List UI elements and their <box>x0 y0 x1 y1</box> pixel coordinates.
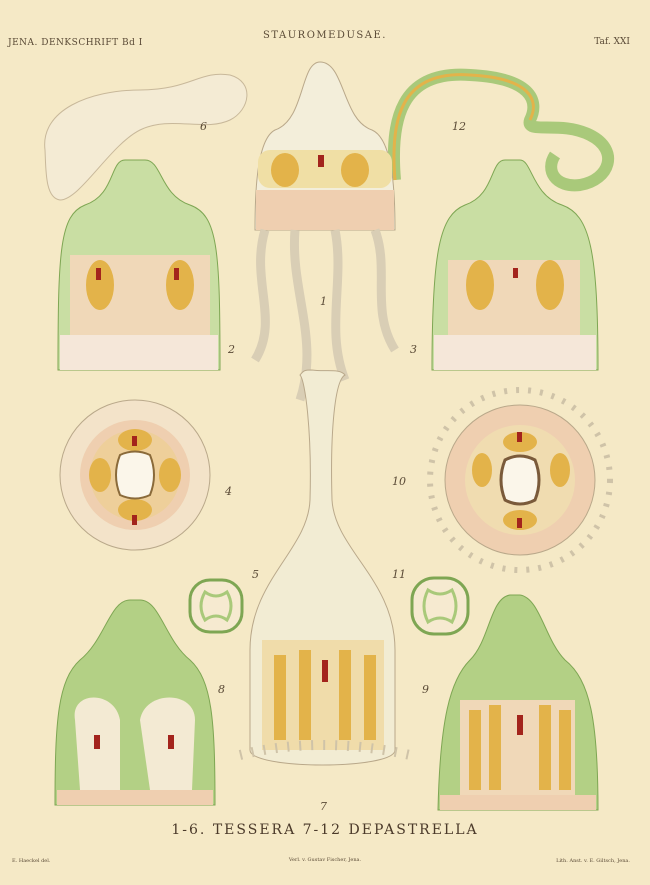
figure-label-1: 1 <box>320 295 327 308</box>
footer-artist: E. Haeckel del. <box>12 858 51 864</box>
figure-label-11: 11 <box>392 568 406 581</box>
figure-4-oral-view <box>60 400 210 550</box>
figure-label-5: 5 <box>252 568 259 581</box>
header-left: JENA. DENKSCHRIFT Bd I <box>8 38 143 48</box>
figure-5-cross-section <box>190 580 242 632</box>
figure-label-12: 12 <box>452 120 466 133</box>
figure-11-cross-section <box>412 578 468 634</box>
figure-label-2: 2 <box>228 343 235 356</box>
figure-2-section <box>58 160 220 370</box>
plate-title: STAUROMEDUSAE. <box>263 30 387 41</box>
figure-label-10: 10 <box>392 475 406 488</box>
footer-publisher: Verl. v. Gustav Fischer, Jena. <box>288 857 362 863</box>
plate-caption: 1-6. TESSERA 7-12 DEPASTRELLA <box>171 822 479 838</box>
figure-label-4: 4 <box>225 485 232 498</box>
figure-label-7: 7 <box>320 800 327 813</box>
figure-7-medusa <box>240 370 410 765</box>
plate-number: Taf. XXI <box>594 37 630 47</box>
figure-label-9: 9 <box>422 683 429 696</box>
figure-8-section <box>55 600 215 805</box>
figure-10-oral-view <box>430 390 610 570</box>
figure-3-section <box>432 160 598 370</box>
figure-1-medusa <box>255 62 395 400</box>
figure-label-8: 8 <box>218 683 225 696</box>
figure-label-6: 6 <box>200 120 207 133</box>
figure-label-3: 3 <box>410 343 417 356</box>
footer-printer: Lith. Anst. v. E. Giltsch, Jena. <box>556 858 630 864</box>
